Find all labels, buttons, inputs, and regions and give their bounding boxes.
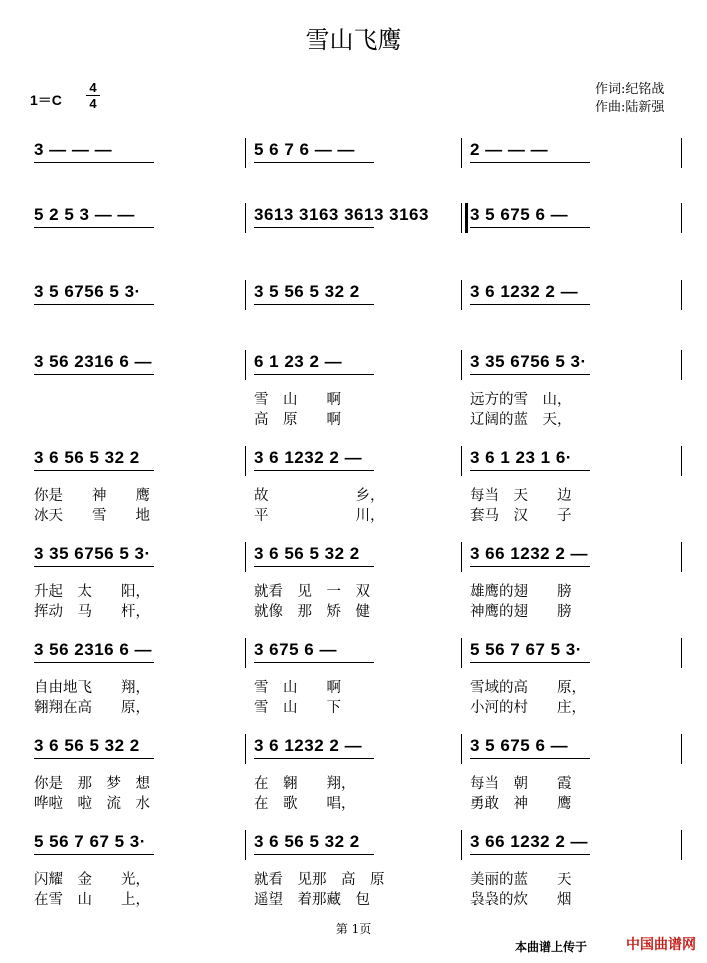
beam-line bbox=[470, 227, 590, 228]
barline bbox=[681, 830, 682, 860]
measure-notes: 3 56 2316 6 — bbox=[34, 640, 153, 659]
barline bbox=[245, 830, 246, 860]
lyric-verse-1: 远方的雪 山， bbox=[470, 392, 572, 408]
beam-line bbox=[254, 470, 374, 471]
lyric-verse-2: 套马 汉 子 bbox=[470, 508, 572, 524]
barline bbox=[681, 138, 682, 168]
lyric-verse-2: 哗啦 啦 流 水 bbox=[34, 796, 150, 812]
lyric-verse-2: 小河的村 庄， bbox=[470, 700, 586, 716]
lyric-verse-2: 在 歌 唱， bbox=[254, 796, 356, 812]
lyric-verse-1: 就看 见 一 双 bbox=[254, 584, 370, 600]
lyric-verse-1: 就看 见那 高 原 bbox=[254, 872, 385, 888]
measure-notes: 3 6 1 23 1 6· bbox=[470, 448, 572, 467]
measure-notes: 3 5 675 6 — bbox=[470, 736, 569, 755]
barline bbox=[245, 638, 246, 668]
barline bbox=[245, 350, 246, 380]
measure-notes: 3 5 6756 5 3· bbox=[34, 282, 141, 301]
composer-credit: 作曲:陆新强 bbox=[595, 100, 665, 115]
meter-bottom: 4 bbox=[86, 95, 100, 111]
barline bbox=[245, 734, 246, 764]
lyric-verse-2: 雪 山 下 bbox=[254, 700, 341, 716]
beam-line bbox=[34, 758, 154, 759]
repeat-sign bbox=[465, 203, 468, 233]
beam-line bbox=[470, 304, 590, 305]
lyric-verse-1: 自由地飞 翔， bbox=[34, 680, 150, 696]
beam-line bbox=[470, 758, 590, 759]
lyric-verse-2: 高 原 啊 bbox=[254, 412, 341, 428]
barline bbox=[461, 138, 462, 168]
time-signature bbox=[86, 80, 100, 111]
measure-notes: 3 5 675 6 — bbox=[470, 205, 569, 224]
barline bbox=[245, 203, 246, 233]
lyric-verse-1: 雄鹰的翅 膀 bbox=[470, 584, 572, 600]
measure-notes: 2 — — — bbox=[470, 140, 549, 159]
beam-line bbox=[34, 304, 154, 305]
measure-notes: 5 56 7 67 5 3· bbox=[34, 832, 146, 851]
measure-notes: 3 6 56 5 32 2 bbox=[34, 448, 140, 467]
beam-line bbox=[34, 162, 154, 163]
measure-notes: 3 6 1232 2 — bbox=[470, 282, 579, 301]
lyric-verse-1: 你是 神 鹰 bbox=[34, 488, 150, 504]
lyric-verse-1: 每当 天 边 bbox=[470, 488, 572, 504]
lyric-verse-2: 平 川， bbox=[254, 508, 385, 524]
lyric-verse-1: 每当 朝 霞 bbox=[470, 776, 572, 792]
beam-line bbox=[470, 470, 590, 471]
barline bbox=[461, 734, 462, 764]
meter-top: 4 bbox=[89, 80, 97, 95]
beam-line bbox=[470, 566, 590, 567]
lyric-verse-1: 闪耀 金 光， bbox=[34, 872, 150, 888]
beam-line bbox=[254, 162, 374, 163]
barline bbox=[245, 138, 246, 168]
beam-line bbox=[34, 662, 154, 663]
lyric-verse-1: 你是 那 梦 想 bbox=[34, 776, 150, 792]
lyric-verse-1: 在 翱 翔， bbox=[254, 776, 356, 792]
lyric-verse-2: 挥动 马 杆， bbox=[34, 604, 150, 620]
page-number: 第 1页 bbox=[335, 922, 372, 936]
lyric-verse-1: 故 乡， bbox=[254, 488, 385, 504]
beam-line bbox=[34, 470, 154, 471]
measure-notes: 3 6 1232 2 — bbox=[254, 448, 363, 467]
lyric-verse-2: 神鹰的翅 膀 bbox=[470, 604, 572, 620]
upload-notice: 本曲谱上传于 bbox=[515, 940, 588, 954]
barline bbox=[245, 446, 246, 476]
barline bbox=[681, 638, 682, 668]
beam-line bbox=[34, 854, 154, 855]
barline bbox=[461, 280, 462, 310]
beam-line bbox=[34, 374, 154, 375]
beam-line bbox=[34, 566, 154, 567]
measure-notes: 3 6 56 5 32 2 bbox=[254, 544, 360, 563]
barline bbox=[461, 350, 462, 380]
beam-line bbox=[254, 662, 374, 663]
lyric-verse-2: 袅袅的炊 烟 bbox=[470, 892, 572, 908]
beam-line bbox=[254, 566, 374, 567]
lyric-verse-2: 冰天 雪 地 bbox=[34, 508, 150, 524]
measure-notes: 3 6 56 5 32 2 bbox=[34, 736, 140, 755]
lyric-verse-2: 辽阔的蓝 天， bbox=[470, 412, 572, 428]
measure-notes: 5 56 7 67 5 3· bbox=[470, 640, 582, 659]
barline bbox=[681, 203, 682, 233]
beam-line bbox=[254, 854, 374, 855]
beam-line bbox=[470, 662, 590, 663]
measure-notes: 3 35 6756 5 3· bbox=[34, 544, 151, 563]
barline bbox=[245, 280, 246, 310]
lyric-verse-1: 升起 太 阳， bbox=[34, 584, 150, 600]
beam-line bbox=[254, 758, 374, 759]
key-signature: 1＝C bbox=[30, 92, 62, 108]
beam-line bbox=[254, 304, 374, 305]
beam-line bbox=[254, 227, 374, 228]
measure-notes: 3 6 56 5 32 2 bbox=[254, 832, 360, 851]
measure-notes: 3 35 6756 5 3· bbox=[470, 352, 587, 371]
barline bbox=[681, 280, 682, 310]
lyric-verse-2: 翱翔在高 原， bbox=[34, 700, 150, 716]
barline bbox=[461, 542, 462, 572]
song-title: 雪山飞鹰 bbox=[305, 26, 402, 54]
barline bbox=[461, 446, 462, 476]
lyric-verse-1: 雪 山 啊 bbox=[254, 392, 341, 408]
barline bbox=[681, 734, 682, 764]
measure-notes: 3 6 1232 2 — bbox=[254, 736, 363, 755]
barline bbox=[461, 203, 462, 233]
barline bbox=[681, 446, 682, 476]
measure-notes: 3 — — — bbox=[34, 140, 113, 159]
measure-notes: 3 66 1232 2 — bbox=[470, 544, 589, 563]
beam-line bbox=[470, 854, 590, 855]
barline bbox=[681, 350, 682, 380]
beam-line bbox=[470, 374, 590, 375]
lyric-verse-2: 勇敢 神 鹰 bbox=[470, 796, 572, 812]
beam-line bbox=[470, 162, 590, 163]
site-logo: 中国曲谱网 bbox=[626, 936, 696, 952]
lyric-verse-2: 就像 那 矫 健 bbox=[254, 604, 370, 620]
lyric-verse-2: 在雪 山 上， bbox=[34, 892, 150, 908]
beam-line bbox=[34, 227, 154, 228]
lyric-verse-1: 美丽的蓝 天 bbox=[470, 872, 572, 888]
beam-line bbox=[254, 374, 374, 375]
measure-notes: 3 56 2316 6 — bbox=[34, 352, 153, 371]
measure-notes: 3 675 6 — bbox=[254, 640, 337, 659]
lyricist-credit: 作词:纪铭战 bbox=[595, 82, 665, 97]
measure-notes: 3 5 56 5 32 2 bbox=[254, 282, 360, 301]
lyric-verse-1: 雪 山 啊 bbox=[254, 680, 341, 696]
lyric-verse-1: 雪域的高 原， bbox=[470, 680, 586, 696]
barline bbox=[681, 542, 682, 572]
barline bbox=[461, 638, 462, 668]
measure-notes: 6 1 23 2 — bbox=[254, 352, 343, 371]
measure-notes: 3613 3163 3613 3163 bbox=[254, 205, 429, 224]
lyric-verse-2: 遥望 着那藏 包 bbox=[254, 892, 370, 908]
measure-notes: 5 2 5 3 — — bbox=[34, 205, 135, 224]
measure-notes: 5 6 7 6 — — bbox=[254, 140, 355, 159]
barline bbox=[245, 542, 246, 572]
barline bbox=[461, 830, 462, 860]
measure-notes: 3 66 1232 2 — bbox=[470, 832, 589, 851]
